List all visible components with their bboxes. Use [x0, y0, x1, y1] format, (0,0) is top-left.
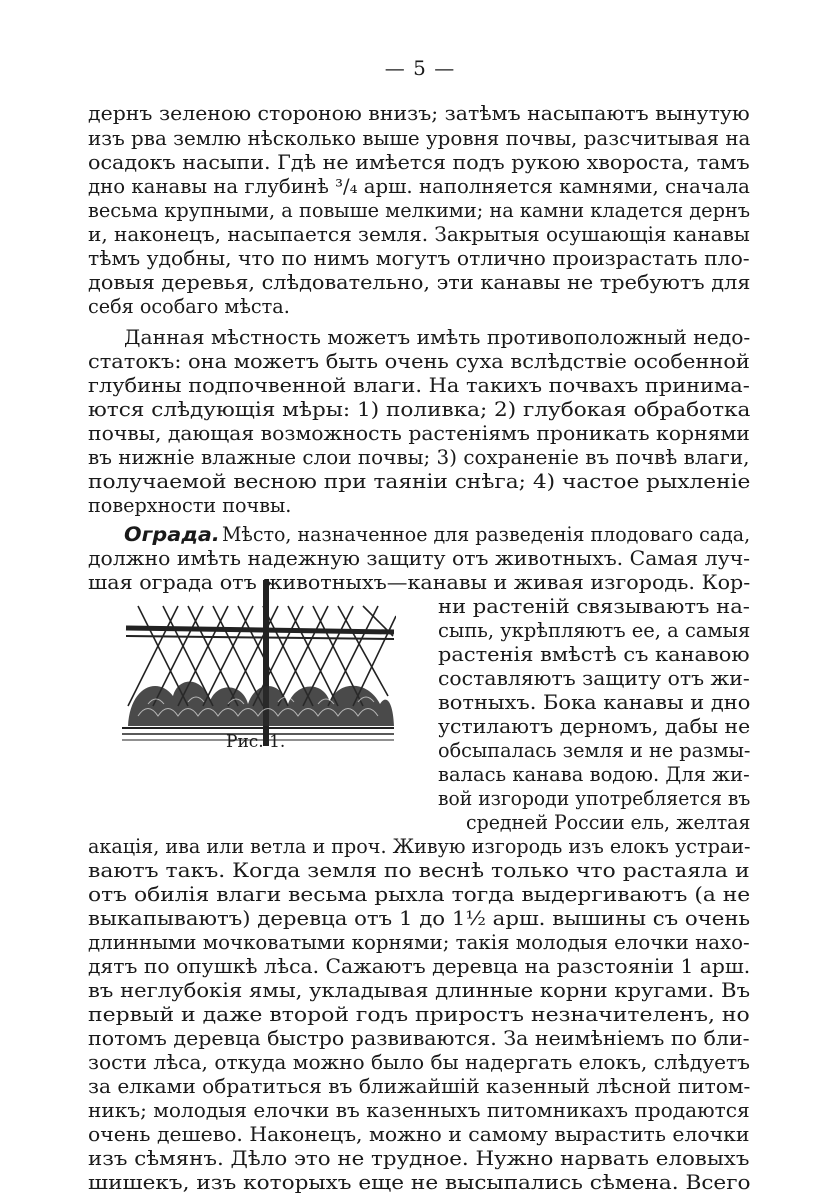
text-line: дятъ по опушкѣ лѣса. Сажаютъ деревца на разстояніи 1 арш. — [88, 955, 751, 978]
text-line: валась канава водою. Для жи- — [438, 763, 750, 786]
text-line: должно имѣть надежную защиту отъ животныхъ. Самая луч- — [88, 547, 751, 570]
text-line: шишекъ, изъ которыхъ еще не высыпались сѣмена. Всего — [88, 1171, 751, 1194]
text-line: глубины подпочвенной влаги. На такихъ почвахъ принима- — [88, 374, 750, 397]
text-line: въ нижніе влажные слои почвы; 3) сохраненіе въ почвѣ влаги, — [88, 446, 750, 469]
text-line: никъ; молодыя елочки въ казенныхъ питомникахъ продаются — [88, 1099, 750, 1122]
section-heading: Ограда. — [124, 523, 220, 546]
text-line: изъ сѣмянъ. Дѣло это не трудное. Нужно нарвать еловыхъ — [88, 1147, 750, 1170]
text-line: устилаютъ дерномъ, дабы не — [438, 715, 751, 738]
text-line: вотныхъ. Бока канавы и дно — [438, 691, 751, 714]
text-line: длинными мочковатыми корнями; такія молодыя елочки нахо- — [88, 931, 750, 954]
text-line: шая ограда отъ животныхъ—канавы и живая изгородь. Кор- — [88, 571, 751, 594]
text-line: тѣмъ удобны, что по нимъ могутъ отлично произрастать пло- — [88, 247, 750, 270]
text-line: почвы, дающая возможность растеніямъ проникать корнями — [88, 422, 750, 445]
text-line: зости лѣса, откуда можно было бы надергать елокъ, слѣдуетъ — [88, 1051, 750, 1074]
text-line: ются слѣдующія мѣры: 1) поливка; 2) глубокая обработка — [88, 398, 751, 421]
figure-caption: Рис. 1. — [226, 732, 286, 752]
text-line: очень дешево. Наконецъ, можно и самому вырастить елочки — [88, 1123, 750, 1146]
text-line: Мѣсто, назначенное для разведенія плодоваго сада, — [222, 523, 751, 546]
text-line: поверхности почвы. — [88, 494, 292, 517]
text-line: въ неглубокія ямы, укладывая длинные корни кругами. Въ — [88, 979, 751, 1002]
text-line: и, наконецъ, насыпается земля. Закрытыя осушающія канавы — [88, 223, 750, 246]
text-line: дернъ зеленою стороною внизъ; затѣмъ насыпаютъ вынутую — [88, 102, 750, 125]
text-line: весьма крупными, а повыше мелкими; на камни кладется дернъ — [88, 199, 751, 222]
text-line: первый и даже второй годъ приростъ незначителенъ, но — [88, 1003, 750, 1026]
text-line: потомъ деревца быстро развиваются. За неимѣніемъ по бли- — [88, 1027, 750, 1050]
text-line: ваютъ такъ. Когда земля по веснѣ только что растаяла и — [88, 859, 750, 882]
text-line: за елками обратиться въ ближайшій казенный лѣсной питом- — [88, 1075, 751, 1098]
text-line: составляютъ защиту отъ жи- — [438, 667, 750, 690]
text-line: осадокъ насыпи. Гдѣ не имѣется подъ рукою хвороста, тамъ — [88, 151, 750, 174]
text-line: статокъ: она можетъ быть очень суха вслѣдствіе особенной — [88, 350, 750, 373]
text-line: получаемой весною при таяніи снѣга; 4) частое рыхленіе — [88, 470, 751, 493]
text-line: дно канавы на глубинѣ ³/₄ арш. наполняется камнями, сначала — [88, 175, 750, 198]
text-line: растенія вмѣстѣ съ канавою — [438, 643, 750, 666]
text-line: выкапываютъ) деревца отъ 1 до 1½ арш. вышины съ очень — [88, 907, 751, 930]
text-line: Данная мѣстность можетъ имѣть противоположный недо- — [124, 326, 751, 349]
page-number: — 5 — — [384, 56, 456, 80]
text-line: довыя деревья, слѣдовательно, эти канавы не требуютъ для — [88, 271, 751, 294]
text-line: ни растеній связываютъ на- — [438, 595, 750, 618]
text-line: себя особаго мѣста. — [88, 295, 290, 318]
text-line: вой изгороди употребляется въ — [438, 787, 751, 810]
text-line: отъ обилія влаги весьма рыхла тогда выдергиваютъ (а не — [88, 883, 751, 906]
text-line: обсыпалась земля и не размы- — [438, 739, 751, 762]
text-line: изъ рва землю нѣсколько выше уровня почвы, разсчитывая на — [88, 127, 751, 150]
text-line: акація, ива или ветла и проч. Живую изгородь изъ елокъ устраи- — [88, 835, 751, 858]
text-line: средней России ель, желтая — [466, 811, 751, 834]
text-line: сыпь, укрѣпляютъ ее, а самыя — [438, 619, 751, 642]
